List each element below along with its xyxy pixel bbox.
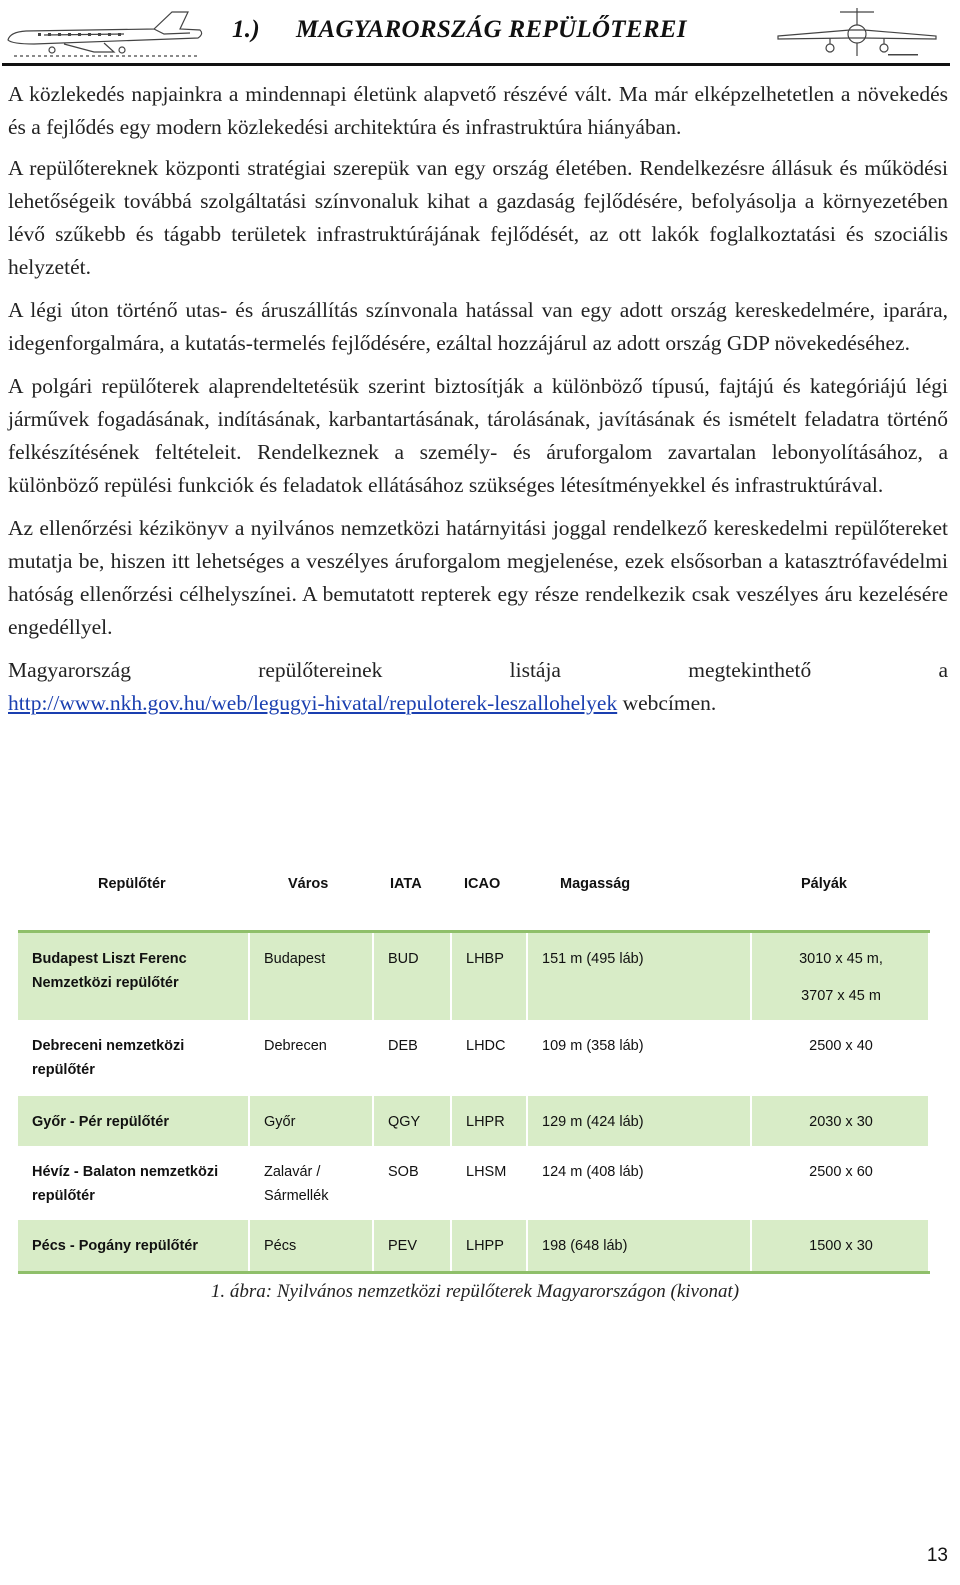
paragraph-inspection-manual: Az ellenőrzési kézikönyv a nyilvános nemzetközi határnyitási joggal rendelkező kereskedelmi repülőtereket mutatja be, hiszen itt lehetséges a veszélyes áruforgalom megjelenése, ezek elsősorban a katasztrófavédelmi hatóság ellenőrzési célhelyszínei. A bemutatott repterek egy része rendelkezik csak veszélyes áru kezelésére engedéllyel.	[8, 516, 948, 639]
cell-iata: BUD	[373, 932, 451, 1021]
cell-altitude: 124 m (408 láb)	[527, 1146, 751, 1220]
table-row	[18, 1096, 929, 1146]
airplane-side-view-icon	[4, 4, 209, 64]
figure-caption: 1. ábra: Nyilvános nemzetközi repülőterek Magyarországon (kivonat)	[210, 1281, 740, 1302]
cell-city: Pécs	[249, 1220, 373, 1272]
header-divider	[2, 63, 950, 66]
cell-iata: SOB	[373, 1146, 451, 1220]
cell-altitude: 129 m (424 láb)	[527, 1096, 751, 1146]
table-row	[18, 1146, 929, 1220]
header-runways: Pályák	[801, 876, 847, 892]
cell-runways: 1500 x 30	[751, 1220, 929, 1272]
airplane-front-view-icon	[770, 4, 945, 66]
cell-altitude: 109 m (358 láb)	[527, 1020, 751, 1096]
cell-icao: LHDC	[451, 1020, 527, 1096]
cell-runways: 2500 x 60	[751, 1146, 929, 1220]
page-number: 13	[926, 1545, 948, 1566]
airport-list-link[interactable]: http://www.nkh.gov.hu/web/legugyi-hivatal/repuloterek-leszallohelyek	[8, 691, 618, 715]
paragraph-intro: A közlekedés napjainkra a mindennapi életünk alapvető részévé vált. Ma már elképzelhetetlen a növekedés és a fejlődés egy modern közlekedési architektúra és infrastruktúra hiányában.	[8, 82, 948, 139]
paragraph-air-transport: A légi úton történő utas- és áruszállítás színvonala hatással van egy adott ország kereskedelmére, iparára, idegenforgalmára, a kutatás-termelés fejlődésére, ezáltal hozzájárul az adott ország GDP növekedéséhez.	[8, 298, 948, 355]
cell-city: Debrecen	[249, 1020, 373, 1096]
page-header	[0, 0, 960, 72]
cell-city: Budapest	[249, 932, 373, 1021]
cell-runways: 2500 x 40	[751, 1020, 929, 1096]
list-link-first-line: Magyarország repülőtereinek listája megtekinthető a	[8, 658, 948, 682]
chapter-title	[232, 16, 687, 44]
header-iata: IATA	[390, 876, 422, 892]
list-link-second-line: http://www.nkh.gov.hu/web/legugyi-hivatal/repuloterek-leszallohelyek webcímen.	[8, 691, 717, 715]
cell-altitude: 151 m (495 láb)	[527, 932, 751, 1021]
cell-icao: LHBP	[451, 932, 527, 1021]
cell-icao: LHPR	[451, 1096, 527, 1146]
cell-airport-name: Budapest Liszt Ferenc Nemzetközi repülőtér	[18, 932, 249, 1021]
cell-city: Zalavár / Sármellék	[249, 1146, 373, 1220]
paragraph-civil-airports: A polgári repülőterek alaprendeltetésük szerint biztosítják a különböző típusú, fajtájú és kategóriájú légi járművek fogadásának, indításának, karbantartásának, tárolásának, javításának és ismételt feladatra történő felkészítésének feltételeit. Rendelkeznek a személy- és áruforgalom zavartalan lebonyolításához, a különböző repülési funkciók és feladatok ellátásához szükséges létesítményekkel és infrastruktúrával.	[8, 374, 948, 497]
airport-data-table	[18, 930, 930, 1274]
cell-iata: DEB	[373, 1020, 451, 1096]
cell-runways: 3010 x 45 m, 3707 x 45 m	[751, 932, 929, 1021]
cell-city: Győr	[249, 1096, 373, 1146]
table-row	[18, 1020, 929, 1096]
table-row	[18, 932, 929, 1021]
chapter-title-text: MAGYARORSZÁG REPÜLŐTEREI	[295, 16, 687, 43]
paragraph-strategic-role: A repülőtereknek központi stratégiai szerepük van egy ország életében. Rendelkezésre állásuk és működési lehetőségeik továbbá szolgáltatási színvonaluk kihat a gazdaság fejlődésére, befolyásolja a környezetében lévő szűkebb és tágabb területek infrastruktúrájának fejlődését, az ott lakók foglalkoztatási és szociális helyzetét.	[8, 156, 948, 279]
cell-airport-name: Győr - Pér repülőtér	[18, 1096, 249, 1146]
cell-icao: LHPP	[451, 1220, 527, 1272]
body-text	[8, 78, 948, 720]
cell-altitude: 198 (648 láb)	[527, 1220, 751, 1272]
cell-runways: 2030 x 30	[751, 1096, 929, 1146]
table-row	[18, 1220, 929, 1272]
header-airport: Repülőtér	[98, 876, 166, 892]
airport-table	[18, 864, 930, 1274]
header-icao: ICAO	[464, 876, 501, 892]
paragraph-airport-list	[8, 654, 948, 720]
cell-airport-name: Hévíz - Balaton nemzetközi repülőtér	[18, 1146, 249, 1220]
table-header	[18, 864, 930, 904]
header-city: Város	[288, 876, 329, 892]
chapter-number: 1.)	[232, 16, 260, 43]
cell-airport-name: Pécs - Pogány repülőtér	[18, 1220, 249, 1272]
cell-iata: QGY	[373, 1096, 451, 1146]
cell-icao: LHSM	[451, 1146, 527, 1220]
header-altitude: Magasság	[560, 876, 631, 892]
cell-airport-name: Debreceni nemzetközi repülőtér	[18, 1020, 249, 1096]
cell-iata: PEV	[373, 1220, 451, 1272]
